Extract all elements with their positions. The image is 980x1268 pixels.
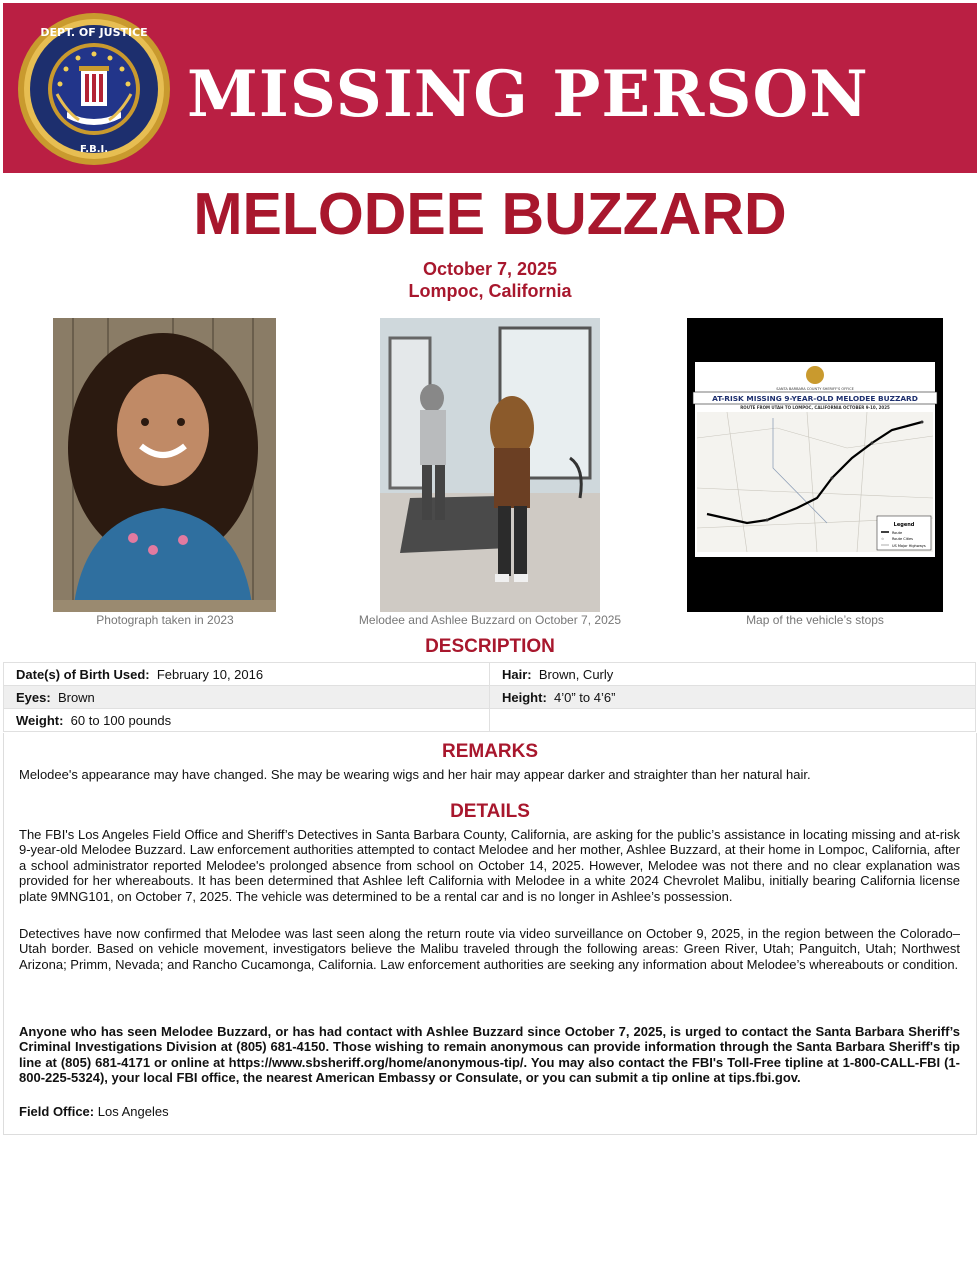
route-map-image [687, 318, 943, 612]
photo-surveillance [380, 318, 600, 612]
photo-caption: Photograph taken in 2023 [96, 613, 234, 627]
svg-text:AT-RISK MISSING 9-YEAR-OLD MEL: AT-RISK MISSING 9-YEAR-OLD MELODEE BUZZARD [712, 394, 918, 403]
weight-cell: Weight: 60 to 100 pounds [4, 709, 490, 732]
fbi-seal-icon [17, 12, 171, 166]
description-table [3, 662, 976, 732]
svg-text:Legend: Legend [893, 522, 915, 528]
svg-text:☆: ☆ [881, 537, 885, 541]
field-office: Field Office: Los Angeles [19, 1104, 169, 1119]
svg-text:DEPT. OF JUSTICE: DEPT. OF JUSTICE [40, 26, 148, 39]
remarks-heading: REMARKS [441, 741, 539, 762]
table-row [4, 663, 976, 686]
missing-date: October 7, 2025 [422, 259, 558, 279]
details-paragraph: Detectives have now confirmed that Melodee was last seen along the return route via video surveillance on October 9, 2025, in the region between the Colorado–Utah border. Based on vehicle movement, investigators believe the Malibu traveled through the following areas: Green River, Utah; Panguitch, Utah; Northwest Arizona; Primm, Nevada; and Rancho Cucamonga, California. Law enforcement authorities are seeking any information about Melodee’s whereabouts or condition. [19, 926, 960, 972]
svg-text:Route Cities: Route Cities [892, 537, 914, 541]
description-heading: DESCRIPTION [425, 636, 555, 657]
table-row [4, 709, 976, 732]
dob-cell: Date(s) of Birth Used: February 10, 2016 [4, 663, 490, 686]
photo-caption: Map of the vehicle’s stops [746, 613, 884, 627]
hair-cell: Hair: Brown, Curly [490, 663, 976, 686]
banner-title: MISSING PERSON [187, 57, 869, 132]
photo-caption: Melodee and Ashlee Buzzard on October 7, 2025 [358, 613, 622, 627]
details-paragraph: The FBI's Los Angeles Field Office and Sheriff’s Detectives in Santa Barbara County, California, are asking for the public’s assistance in locating missing and at-risk 9-year-old Melodee Buzzard. Law enforcement authorities attempted to contact Melodee and her mother, Ashlee Buzzard, at their home in Lompoc, California, after a school administrator reported Melodee's prolonged absence from school on October 14, 2025. However, Melodee was not there and no clear explanation was provided for her whereabouts. It has been determined that Ashlee left California with Melodee in a white 2024 Chevrolet Malibu, initially bearing California license plate 9MNG101, on October 7, 2025. The vehicle was determined to be a rental car and is no longer in Ashlee’s possession. [19, 827, 960, 904]
photo-portrait [53, 318, 276, 612]
person-name: MELODEE BUZZARD [193, 181, 787, 247]
svg-text:F.B.I.: F.B.I. [79, 144, 109, 155]
height-cell: Height: 4’0” to 4’6” [490, 686, 976, 709]
empty-cell [490, 709, 976, 732]
details-heading: DETAILS [450, 801, 530, 822]
eyes-cell: Eyes: Brown [4, 686, 490, 709]
table-row [4, 686, 976, 709]
missing-location: Lompoc, California [408, 281, 572, 301]
contact-paragraph: Anyone who has seen Melodee Buzzard, or has had contact with Ashlee Buzzard since October 7, 2025, is urged to contact the Santa Barbara Sheriff’s Criminal Investigations Division at (805) 681-4150. Those wishing to remain anonymous can provide information through the Santa Barbara Sheriff's tip line at (805) 681-4171 or online at https://www.sbsheriff.org/home/anonymous-tip/. You may also contact the FBI's Toll-Free tipline at 1-800-CALL-FBI (1-800-225-5324), your local FBI office, the nearest American Embassy or Consulate, or you can submit a tip online at tips.fbi.gov. [19, 1024, 960, 1086]
remarks-text: Melodee's appearance may have changed. She may be wearing wigs and her hair may appear darker and straighter than her natural hair. [19, 767, 811, 782]
svg-text:US Major Highways: US Major Highways [892, 544, 926, 548]
header-banner [3, 3, 977, 173]
svg-text:Route: Route [892, 531, 903, 535]
svg-text:ROUTE FROM UTAH TO LOMPOC, CAL: ROUTE FROM UTAH TO LOMPOC, CALIFORNIA OCTOBER 9-10, 2025 [740, 405, 890, 410]
svg-text:SANTA BARBARA COUNTY SHERIFF'S: SANTA BARBARA COUNTY SHERIFF'S OFFICE [776, 387, 854, 391]
